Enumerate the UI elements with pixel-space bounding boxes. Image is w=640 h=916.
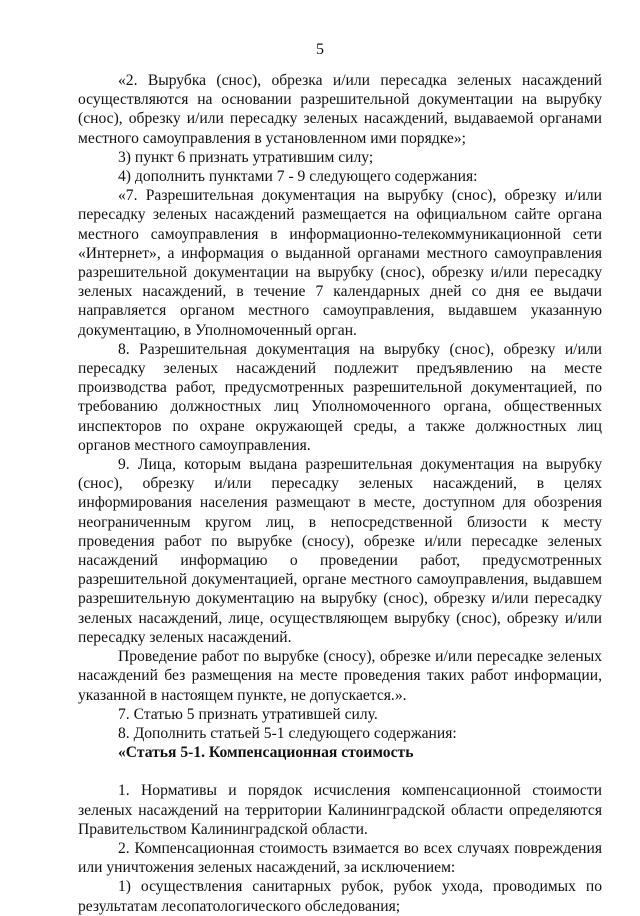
- paragraph-item-3: 3) пункт 6 признать утратившим силу;: [118, 148, 374, 166]
- paragraph-clause-7: «7. Разрешительная документация на вырубку (снос), обрезку и/или пересадку зеленых насаждений размещается на официальном сайте органа местного самоуправления в информационно-телекоммуникационной сети «Интернет», а информация о выданной органами местного самоуправления разрешительной документации на вырубку (снос), обрезку и/или пересадку зеленых насаждений, в течение 7 календарных дней со дня ее выдачи направляется органом местного самоуправления, выдавшем указанную документацию, в Уполномоченный орган.: [78, 187, 602, 339]
- article-paragraph-2-item-1: 1) осуществления санитарных рубок, рубок ухода, проводимых по результатам лесопатологического обследования;: [78, 878, 602, 915]
- paragraph-item-4: 4) дополнить пунктами 7 - 9 следующего содержания:: [118, 168, 478, 186]
- article-paragraph-1: 1. Нормативы и порядок исчисления компенсационной стоимости зеленых насаждений на территории Калининградской области определяются Правительством Калининградской области.: [78, 782, 602, 838]
- page-number: 5: [316, 41, 324, 58]
- paragraph-item-7: 7. Статью 5 признать утратившей силу.: [118, 705, 378, 723]
- paragraph-clause-9-continued: Проведение работ по вырубке (сносу), обрезке и/или пересадке зеленых насаждений без размещения на месте проведения таких работ информации, указанной в настоящем пункте, не допускается.».: [78, 648, 602, 704]
- article-paragraph-2: 2. Компенсационная стоимость взимается во всех случаях повреждения или уничтожения зеленых насаждений, за исключением:: [78, 839, 602, 877]
- document-body: [78, 71, 602, 916]
- paragraph-clause-9: 9. Лица, которым выдана разрешительная документация на вырубку (снос), обрезку и/или пересадку зеленых насаждений, в целях информирования населения размещают в месте, доступном для обозрения неограниченным кругом лиц, в непосредственной близости к месту проведения работ по вырубке (сносу), обрезке и/или пересадке зеленых насаждений информацию о проведении работ, предусмотренных разрешительной документацией, органе местного самоуправления, выдавшем разрешительную документацию на вырубку (снос), обрезку и/или пересадку зеленых насаждений, лице, осуществляющем вырубку (снос), обрезку и/или пересадку зеленых насаждений.: [78, 456, 602, 646]
- paragraph-item-8: 8. Дополнить статьей 5-1 следующего содержания:: [118, 724, 457, 742]
- article-heading: «Статья 5-1. Компенсационная стоимость: [118, 744, 414, 762]
- paragraph-clause-2: «2. Вырубка (снос), обрезка и/или пересадка зеленых насаждений осуществляются на основании разрешительной документации на вырубку (снос), обрезку и/или пересадку зеленых насаждений, выдаваемой органами местного самоуправления в установленном ими порядке»;: [78, 72, 602, 147]
- paragraph-clause-8: 8. Разрешительная документация на вырубку (снос), обрезку и/или пересадку зеленых насаждений подлежит предъявлению на месте производства работ, предусмотренных разрешительной документацией, по требованию должностных лиц Уполномоченного органа, общественных инспекторов по охране окружающей среды, а также должностных лиц органов местного самоуправления.: [78, 340, 602, 454]
